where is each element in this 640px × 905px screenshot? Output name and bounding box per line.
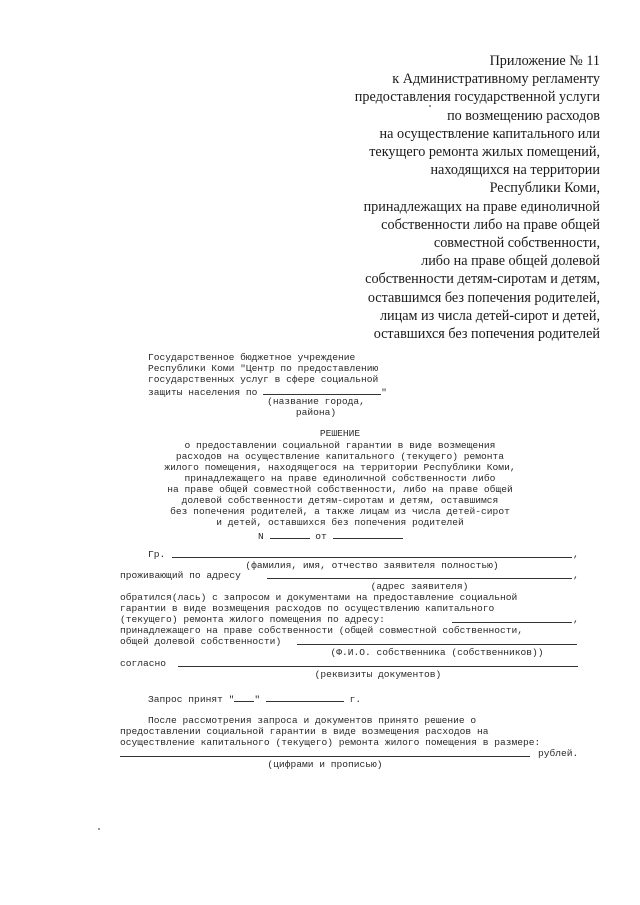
appendix-header: [280, 52, 600, 343]
after-line: предоставлении социальной гарантии в виде возмещения расходов на: [120, 726, 489, 737]
scan-speck: [98, 828, 100, 830]
received-suffix: г.: [349, 694, 362, 705]
amount-caption: (цифрами и прописью): [267, 759, 383, 770]
documents-caption: (реквизиты документов): [314, 669, 442, 680]
citizen-prefix: Гр.: [148, 549, 166, 560]
decision-line: расходов на осуществление капитального (текущего) ремонта: [175, 451, 505, 462]
address-comma: ,: [573, 570, 579, 581]
decision-line: жилого помещения, находящегося на территории Республики Коми,: [164, 462, 516, 473]
city-field[interactable]: [263, 385, 381, 395]
city-caption-1: (название города,: [267, 396, 365, 407]
according-prefix: согласно: [120, 658, 167, 669]
request-line: гарантии в виде возмещения расходов по осуществлению капитального: [120, 603, 495, 614]
after-line: осуществление капитального (текущего) ремонта жилого помещения в размере:: [120, 737, 541, 748]
appendix-line: оставшихся без попечения родителей: [373, 326, 600, 343]
decision-line: на праве общей совместной собственности, либо на праве общей: [167, 484, 513, 495]
property-address-field[interactable]: [452, 622, 572, 623]
address-field[interactable]: [267, 578, 572, 579]
received-day-field[interactable]: [234, 692, 254, 702]
received-row: [148, 692, 361, 706]
citizen-caption: (фамилия, имя, отчество заявителя полностью): [245, 560, 499, 571]
institution-line: государственных услуг в сфере социальной: [148, 374, 379, 385]
decision-number-row: [258, 529, 403, 543]
appendix-line: по возмещению расходов: [447, 107, 600, 124]
address-caption: (адрес заявителя): [370, 581, 469, 592]
property-comma: ,: [573, 614, 579, 625]
decision-number-field[interactable]: [270, 529, 310, 539]
city-caption-2: района): [295, 407, 337, 418]
received-prefix: Запрос принят ": [148, 694, 235, 705]
decision-line: и детей, оставшихся без попечения родителей: [216, 517, 464, 528]
rubles-label: рублей.: [538, 748, 579, 759]
appendix-line: на осуществление капитального или: [379, 125, 600, 142]
request-line: (текущего) ремонта жилого помещения по адресу:: [120, 614, 385, 625]
amount-field[interactable]: [120, 756, 530, 757]
institution-line: Республики Коми "Центр по предоставлению: [148, 363, 379, 374]
decision-line: принадлежащего на праве единоличной собственности либо: [184, 473, 496, 484]
date-label: от: [315, 531, 327, 542]
request-line: общей долевой собственности): [120, 636, 282, 647]
decision-line: долевой собственности детям-сиротам и детям, оставшимся: [181, 495, 499, 506]
appendix-line: собственности либо на праве общей: [381, 216, 600, 233]
appendix-line: текущего ремонта жилых помещений,: [369, 144, 600, 161]
appendix-line: предоставления государственной услуги: [354, 89, 600, 106]
received-mid: ": [254, 694, 261, 705]
decision-line: о предоставлении социальной гарантии в виде возмещения: [184, 440, 496, 451]
documents-field[interactable]: [178, 666, 578, 667]
institution-line4-suffix: ": [381, 387, 387, 398]
scan-speck: [429, 105, 431, 107]
number-label: N: [258, 531, 264, 542]
decision-title: РЕШЕНИЕ: [319, 428, 361, 439]
citizen-name-field[interactable]: [172, 557, 572, 558]
appendix-line: Республики Коми,: [489, 180, 600, 197]
appendix-line: лицам из числа детей-сирот и детей,: [379, 307, 600, 324]
appendix-line: оставшимся без попечения родителей,: [367, 289, 600, 306]
institution-line4-prefix: защиты населения по: [148, 387, 258, 398]
decision-date-field[interactable]: [333, 529, 403, 539]
address-prefix: проживающий по адресу: [120, 570, 241, 581]
request-line: обратился(лась) с запросом и документами на предоставление социальной: [120, 592, 518, 603]
appendix-line: совместной собственности,: [433, 235, 600, 252]
institution-line: Государственное бюджетное учреждение: [148, 352, 356, 363]
owner-field[interactable]: [297, 644, 577, 645]
received-month-field[interactable]: [266, 692, 344, 702]
request-line: принадлежащего на праве собственности (общей совместной собственности,: [120, 625, 524, 636]
decision-line: без попечения родителей, а также лицам из числа детей-сирот: [170, 506, 510, 517]
appendix-line: собственности детям-сиротам и детям,: [365, 271, 600, 288]
citizen-comma: ,: [573, 549, 579, 560]
owner-caption: (Ф.И.О. собственника (собственников)): [330, 647, 544, 658]
appendix-line: принадлежащих на праве единоличной: [363, 198, 600, 215]
appendix-line: к Административному регламенту: [392, 71, 600, 88]
after-line: После рассмотрения запроса и документов принято решение о: [148, 715, 477, 726]
appendix-line: находящихся на территории: [430, 162, 600, 179]
appendix-line: либо на праве общей долевой: [421, 253, 600, 270]
appendix-line: Приложение № 11: [489, 53, 600, 69]
